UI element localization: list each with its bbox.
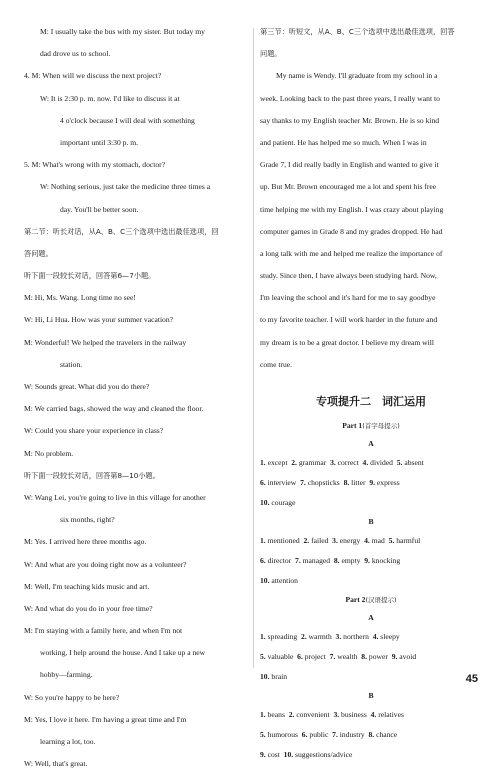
answer-row — [260, 453, 482, 473]
answer-word: humorous — [267, 730, 298, 739]
dialogue-line: 第二节：听长对话，从A、B、C三个选项中选出最佳选项，回 — [24, 227, 219, 236]
passage-line: study. Since then, I have always been studying hard. Now, — [260, 272, 437, 281]
dialogue-line: W: Sounds great. What did you do there? — [24, 383, 150, 391]
answer-word: beans — [267, 710, 285, 719]
answer-word: cost — [267, 750, 280, 759]
answer-word: project — [304, 652, 326, 661]
dialogue-line: six months, right? — [60, 516, 115, 525]
passage-line: come true. — [260, 360, 293, 369]
answer-number: 3. — [332, 536, 338, 545]
answer-word: valuable — [267, 652, 294, 661]
answer-word: mad — [371, 536, 385, 545]
answer-number: 9. — [364, 556, 370, 565]
dialogue-line: 听下面一段较长对话，回答第6—7小题。 — [24, 272, 156, 281]
dialogue-line: W: Could you share your experience in class? — [24, 427, 164, 436]
listening-passage — [260, 28, 482, 383]
answer-number: 7. — [332, 730, 338, 739]
answer-row — [260, 725, 482, 745]
dialogue-line: M: Yes. I arrived here three months ago. — [24, 538, 147, 547]
answer-number: 3. — [335, 632, 342, 641]
answer-word: empty — [341, 556, 361, 565]
answer-number: 3. — [333, 710, 340, 719]
dialogue-line: M: I'm staying with a family here, and when I'm not — [24, 627, 183, 636]
answer-row — [260, 705, 482, 725]
dialogue-line: W: Hi, Li Hua. How was your summer vacation? — [24, 316, 174, 325]
dialogue-line: day. You'll be better soon. — [60, 205, 139, 214]
answer-word: convenient — [296, 710, 330, 719]
answer-word: interview — [267, 478, 297, 487]
answer-word: attention — [271, 576, 298, 585]
passage-line: Grade 7, I did really badly in English and wanted to give it — [260, 161, 439, 170]
answer-row — [260, 627, 482, 647]
dialogue-line: learning a lot, too. — [40, 738, 96, 746]
answer-word: director — [267, 556, 292, 565]
dialogue-line: M: I usually take the bus with my sister. But today my — [40, 28, 205, 36]
passage-line: week. Looking back to the past three years, I really want to — [260, 94, 440, 103]
answer-number: 1. — [260, 710, 266, 719]
answer-number: 7. — [300, 478, 306, 487]
answer-word: business — [341, 710, 367, 719]
passage-line: time helping me with my English. I was crazy about playing — [260, 205, 444, 214]
answer-number: 5. — [388, 536, 395, 545]
dialogue-line: W: Nothing serious, just take the medicine three times a — [40, 183, 211, 192]
answer-number: 5. — [260, 652, 266, 661]
dialogue-line: dad drove us to school. — [40, 50, 111, 59]
answer-number: 7. — [295, 556, 301, 565]
answer-number: 1. — [260, 458, 266, 467]
answer-word: industry — [339, 730, 365, 739]
answer-word: mentioned — [267, 536, 300, 545]
answer-number: 3. — [330, 458, 336, 467]
dialogue-line: W: So you're happy to be here? — [24, 693, 120, 702]
answer-number: 2. — [288, 710, 295, 719]
answer-number: 10. — [260, 498, 270, 507]
part1-letter-a: A — [368, 439, 374, 448]
answer-word: relatives — [378, 710, 404, 719]
passage-line: My name is Wendy. I'll graduate from my school in a — [276, 72, 438, 81]
answer-number: 10. — [283, 750, 294, 759]
answer-row — [260, 667, 482, 687]
answer-number: 8. — [343, 478, 350, 487]
answer-number: 9. — [369, 478, 376, 487]
part2-letter-b: B — [368, 691, 374, 700]
part2-heading — [260, 591, 482, 609]
dialogue-line: M: Yes, I love it here. I'm having a great time and I'm — [24, 715, 187, 724]
dialogue-line: 听下面一段较长对话，回答第8—10小题。 — [24, 471, 160, 480]
answer-number: 9. — [260, 750, 266, 759]
answer-number: 8. — [368, 730, 375, 739]
answer-word: express — [376, 478, 400, 487]
answer-number: 4. — [370, 710, 377, 719]
passage-line: and patient. He has helped me so much. When I was in — [260, 138, 427, 147]
part1-hint: (首字母提示) — [362, 422, 400, 430]
part2-answers-b — [260, 705, 482, 765]
part1-heading — [260, 417, 482, 435]
column-divider — [253, 28, 254, 668]
answer-row — [260, 531, 482, 551]
answer-word: chance — [376, 730, 398, 739]
answer-word: brain — [271, 672, 288, 681]
answer-word: failed — [311, 536, 329, 545]
answer-word: suggestions/advice — [295, 750, 353, 759]
answer-word: energy — [339, 536, 361, 545]
answer-word: grammar — [298, 458, 327, 467]
passage-line: I'm leaving the school and it's hard for me to say goodbye — [260, 294, 436, 303]
passage-line: a long talk with me and helped me realize the importance of — [260, 249, 443, 258]
answer-number: 2. — [303, 536, 310, 545]
dialogue-line: working, I help around the house. And I take up a new — [40, 649, 206, 658]
part2-answers-a — [260, 627, 482, 687]
answer-number: 1. — [260, 536, 266, 545]
answer-word: absent — [404, 458, 424, 467]
answer-row — [260, 571, 482, 591]
dialogue-line: W: Wang Lei, you're going to live in this village for another — [24, 493, 206, 502]
passage-line: computer games in Grade 8 and my grades dropped. He had — [260, 227, 443, 236]
section-title: 专项提升二 词汇运用 — [316, 395, 426, 408]
answer-number: 1. — [260, 632, 266, 641]
answer-number: 6. — [260, 478, 266, 487]
answer-word: warmth — [308, 632, 332, 641]
answer-number: 6. — [297, 652, 303, 661]
answer-row — [260, 473, 482, 493]
answer-number: 5. — [260, 730, 266, 739]
answer-word: divided — [370, 458, 393, 467]
dialogue-line: W: And what are you doing right now as a volunteer? — [24, 560, 187, 569]
answer-row — [260, 647, 482, 667]
part2-hint: (汉语提示) — [365, 596, 397, 604]
answer-number: 8. — [361, 652, 367, 661]
passage-line: up. But Mr. Brown encouraged me a lot and spent his free — [260, 183, 437, 192]
answer-word: courage — [271, 498, 296, 507]
answer-word: except — [267, 458, 288, 467]
passage-line: 第三节：听短文，从A、B、C三个选项中选出最佳选项，回答 — [260, 28, 455, 36]
answer-word: northern — [343, 632, 369, 641]
answer-number: 2. — [291, 458, 297, 467]
answer-word: spreading — [267, 632, 298, 641]
answer-number: 10. — [260, 576, 270, 585]
part1-answers-a — [260, 453, 482, 513]
part1-title: Part 1 — [342, 421, 363, 430]
answer-number: 9. — [391, 652, 398, 661]
right-column — [260, 28, 482, 765]
dialogue-line: 4. M: When will we discuss the next project? — [24, 72, 162, 81]
dialogue-line: hobby—farming. — [40, 671, 93, 680]
answer-word: litter — [351, 478, 366, 487]
dialogue-line: 4 o'clock because I will deal with something — [60, 116, 195, 125]
answer-word: wealth — [337, 652, 358, 661]
answer-word: knocking — [371, 556, 401, 565]
part2-letter-a: A — [368, 613, 374, 622]
dialogue-line: M: No problem. — [24, 449, 74, 458]
answer-row — [260, 493, 482, 513]
page-number: 45 — [465, 673, 478, 685]
answer-word: avoid — [399, 652, 417, 661]
passage-line: 问题。 — [260, 50, 282, 59]
part1-answers-b — [260, 531, 482, 591]
answer-number: 10. — [260, 672, 270, 681]
passage-line: to my favorite teacher. I will work harder in the future and — [260, 316, 438, 325]
dialogue-line: 5. M: What's wrong with my stomach, doctor? — [24, 161, 166, 170]
passage-line: my dream is to be a great doctor. I believe my dream will — [260, 338, 434, 347]
dialogue-line: 答问题。 — [24, 249, 53, 258]
answer-number: 6. — [301, 730, 308, 739]
dialogue-line: station. — [60, 360, 83, 369]
dialogue-line: W: Well, that's great. — [24, 760, 88, 769]
dialogue-line: M: We carried bags, showed the way and cleaned the floor. — [24, 405, 204, 414]
dialogue-line: important until 3:30 p. m. — [60, 138, 139, 147]
answer-number: 8. — [333, 556, 340, 565]
answer-word: sleepy — [380, 632, 400, 641]
answer-number: 7. — [329, 652, 336, 661]
answer-number: 4. — [364, 536, 370, 545]
part1-letter-b: B — [368, 517, 374, 526]
answer-word: harmful — [396, 536, 421, 545]
answer-word: correct — [337, 458, 359, 467]
answer-number: 2. — [300, 632, 307, 641]
dialogue-line: M: Wonderful! We helped the travelers in the railway — [24, 338, 187, 347]
part2-title: Part 2 — [345, 595, 366, 604]
answer-word: power — [368, 652, 388, 661]
answer-row — [260, 745, 482, 765]
dialogue-line: M: Hi, Ms. Wang. Long time no see! — [24, 294, 136, 303]
answer-row — [260, 551, 482, 571]
answer-word: public — [309, 730, 329, 739]
answer-number: 6. — [260, 556, 266, 565]
answer-word: chopsticks — [307, 478, 340, 487]
passage-line: say thanks to my English teacher Mr. Brown. He is so kind — [260, 116, 440, 125]
answer-number: 5. — [396, 458, 403, 467]
left-column — [24, 28, 248, 782]
answer-number: 4. — [362, 458, 369, 467]
dialogue-line: W: It is 2:30 p. m. now. I'd like to discuss it at — [40, 94, 180, 103]
answer-word: managed — [302, 556, 331, 565]
dialogue-line: M: Well, I'm teaching kids music and art. — [24, 582, 150, 591]
dialogue-line: W: And what do you do in your free time? — [24, 604, 153, 613]
answer-number: 4. — [372, 632, 379, 641]
